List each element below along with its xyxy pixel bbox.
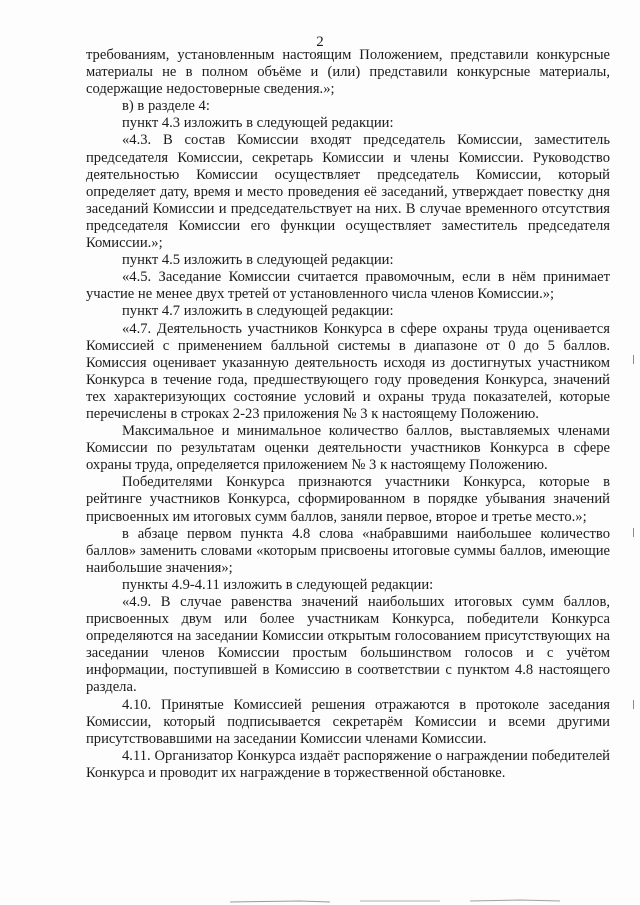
paragraph-point-4-11-text: 4.11. Организатор Конкурса издаёт распоряжение о награждении победителей Конкурса и проводит их награждение в торжественной обстановке. bbox=[86, 747, 610, 781]
paragraph-point-4-8-amendment: в абзаце первом пункта 4.8 слова «набравшими наибольшее количество баллов» заменить словами «которым присвоены итоговые суммы баллов, имеющие наибольшие значения»; bbox=[86, 525, 610, 576]
paragraph-points-4-9-4-11-intro: пункты 4.9-4.11 изложить в следующей редакции: bbox=[122, 576, 434, 593]
paragraph-continuation: требованиям, установленным настоящим Положением, представили конкурсные материалы не в полном объёме и (или) представили конкурсные материалы, содержащие недостоверные сведения.»; bbox=[86, 47, 610, 98]
scan-bottom-edge bbox=[0, 891, 640, 905]
paragraph-point-4-5-text: «4.5. Заседание Комиссии считается правомочным, если в нём принимает участие не менее двух третей от установленного числа членов Комиссии.»; bbox=[86, 269, 610, 303]
page-number: 2 bbox=[316, 34, 324, 50]
document-body bbox=[86, 47, 610, 782]
paragraph-max-min-points: Максимальное и минимальное количество баллов, выставляемых членами Комиссии по результатам оценки деятельности участников Конкурса в сфере охраны труда, определяется приложением № 3 к настоящему Положению. bbox=[86, 423, 610, 474]
scan-edge-mark bbox=[633, 700, 634, 709]
paragraph-point-4-10-text: 4.10. Принятые Комиссией решения отражаются в протоколе заседания Комиссии, который подписывается секретарём Комиссии и всеми другими присутствовавшими на заседании Комиссии членами Комиссии. bbox=[86, 696, 610, 747]
scan-edge-mark bbox=[633, 528, 634, 537]
paragraph-point-4-7-text: «4.7. Деятельность участников Конкурса в сфере охраны труда оценивается Комиссией с применением балльной системы в диапазоне от 0 до 5 баллов. Комиссия оценивает указанную деятельность исходя из достигнутых участником Конкурса в течение года, предшествующего году проведения Конкурса, значений тех характеризующих состояние условий и охраны труда показателей, которые перечислены в строках 2-23 приложения № 3 к настоящему Положению. bbox=[86, 320, 610, 422]
paragraph-point-4-3-text: «4.3. В состав Комиссии входят председатель Комиссии, заместитель председателя Комиссии, секретарь Комиссии и члены Комиссии. Руководство деятельностью Комиссии осуществляет председатель Комиссии, который определяет дату, время и место проведения её заседаний, утверждает повестку дня заседаний Комиссии и председательствует на них. В случае временного отсутствия председателя Комиссии его функции осуществляет заместитель председателя Комиссии.»; bbox=[86, 132, 610, 252]
paragraph-section-4-heading: в) в разделе 4: bbox=[122, 98, 210, 115]
paragraph-point-4-7-intro: пункт 4.7 изложить в следующей редакции: bbox=[122, 303, 394, 320]
paragraph-point-4-3-intro: пункт 4.3 изложить в следующей редакции: bbox=[122, 115, 394, 132]
scan-edge-mark bbox=[633, 355, 634, 364]
paragraph-point-4-9-text: «4.9. В случае равенства значений наибольших итоговых сумм баллов, присвоенных двум или более участникам Конкурса, победители Конкурса определяются на заседании Комиссии открытым голосованием присутствующих на заседании членов Комиссии простым большинством голосов и с учётом информации, поступившей в Комиссию в соответствии с пунктом 4.8 настоящего раздела. bbox=[86, 594, 610, 696]
paragraph-point-4-5-intro: пункт 4.5 изложить в следующей редакции: bbox=[122, 252, 394, 269]
paragraph-winners: Победителями Конкурса признаются участники Конкурса, которые в рейтинге участников Конкурса, сформированном в порядке убывания значений присвоенных им итоговых сумм баллов, заняли первое, второе и третье место.»; bbox=[86, 474, 610, 525]
